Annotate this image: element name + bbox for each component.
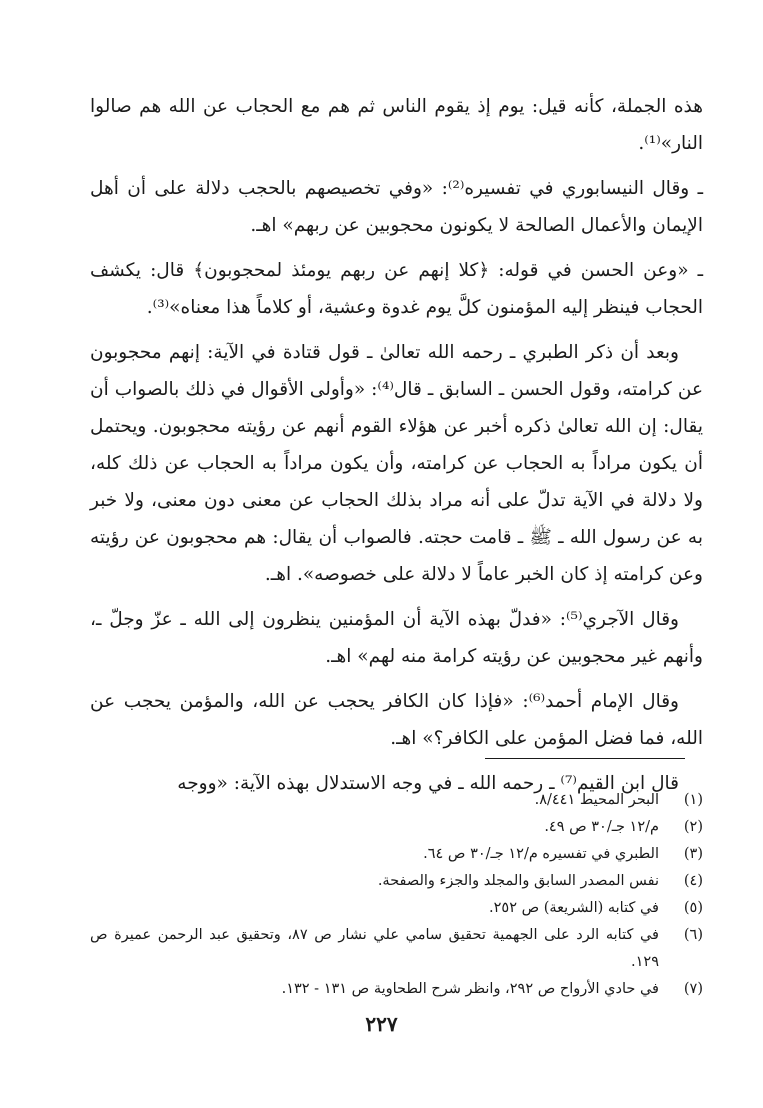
main-text — [90, 88, 703, 810]
footnote-7 — [90, 976, 703, 1003]
footnote-text: في كتابه (الشريعة) ص ٢٥٢. — [489, 900, 659, 916]
footnote-number: (٣) — [683, 846, 703, 862]
paragraph-3: ـ «وعن الحسن في قوله: ﴿كلا إنهم عن ربهم يومئذ لمحجوبون﴾ قال: يكشف الحجاب فينظر إليه المؤمنون كلَّ يوم غدوة وعشية، أو كلاماً هذا معناه»⁽³⁾. — [90, 260, 703, 318]
footnote-4 — [90, 868, 703, 895]
footnote-2 — [90, 814, 703, 841]
footnotes — [90, 787, 703, 1003]
footnote-text: الطبري في تفسيره م/١٢ جـ/٣٠ ص ٦٤. — [423, 846, 659, 862]
footnote-3 — [90, 841, 703, 868]
footnote-number: (٦) — [683, 927, 703, 943]
footnote-number: (٢) — [683, 819, 703, 835]
footnote-text: البحر المحيط ٨/٤٤١. — [534, 792, 659, 808]
page-number: ٢٢٧ — [365, 1012, 398, 1036]
footnote-text: في كتابه الرد على الجهمية تحقيق سامي علي نشار ص ٨٧، وتحقيق عبد الرحمن عميرة ص ١٢٩. — [90, 927, 659, 970]
footnote-separator — [485, 758, 685, 759]
paragraph-2: ـ وقال النيسابوري في تفسيره⁽²⁾: «وفي تخصيصهم بالحجب دلالة على أن أهل الإيمان والأعمال الصالحة لا يكونون محجوبين عن ربهم» اهـ. — [90, 178, 703, 236]
footnote-text: في حادي الأرواح ص ٢٩٢، وانظر شرح الطحاوية ص ١٣١ - ١٣٢. — [281, 981, 659, 997]
footnote-1 — [90, 787, 703, 814]
footnote-number: (٥) — [683, 900, 703, 916]
footnote-number: (١) — [683, 792, 703, 808]
paragraph-1: هذه الجملة، كأنه قيل: يوم إذ يقوم الناس ثم هم مع الحجاب عن الله هم صالوا النار»⁽¹⁾. — [90, 96, 703, 154]
paragraph-4: وبعد أن ذكر الطبري ـ رحمه الله تعالىٰ ـ قول قتادة في الآية: إنهم محجوبون عن كرامته، وقول الحسن ـ السابق ـ قال⁽⁴⁾: «وأولى الأقوال في ذلك بالصواب أن يقال: إن الله تعالىٰ ذكره أخبر عن هؤلاء القوم أنهم عن رؤيته محجوبون. ويحتمل أن يكون مراداً به الحجاب عن كرامته، وأن يكون مراداً به الحجاب عن ذلك كله، ولا دلالة في الآية تدلّ على أنه مراد بذلك الحجاب عن معنى دون معنى، ولا خبر به عن رسول الله ـ ﷺ ـ قامت حجته. فالصواب أن يقال: هم محجوبون عن رؤيته وعن كرامته إذ كان الخبر عاماً لا دلالة على خصوصه». اهـ. — [90, 342, 704, 585]
paragraph-6: وقال الإمام أحمد⁽⁶⁾: «فإذا كان الكافر يحجب عن الله، والمؤمن يحجب عن الله، فما فضل المؤمن على الكافر؟» اهـ. — [90, 691, 703, 749]
paragraph-5: وقال الآجري⁽⁵⁾: «فدلّ بهذه الآية أن المؤمنين ينظرون إلى الله ـ عزّ وجلّ ـ، وأنهم غير محجوبين عن رؤيته كرامة منه لهم» اهـ. — [90, 609, 703, 667]
footnote-6 — [90, 922, 703, 976]
footnote-text: م/١٢ جـ/٣٠ ص ٤٩. — [544, 819, 659, 835]
footnote-number: (٧) — [683, 981, 703, 997]
footnote-text: نفس المصدر السابق والمجلد والجزء والصفحة. — [377, 873, 659, 889]
paragraph-7: قال ابن القيم⁽⁷⁾ ـ رحمه الله ـ في وجه الاستدلال بهذه الآية: «ووجه — [177, 773, 679, 794]
footnote-5 — [90, 895, 703, 922]
footnote-number: (٤) — [683, 873, 703, 889]
